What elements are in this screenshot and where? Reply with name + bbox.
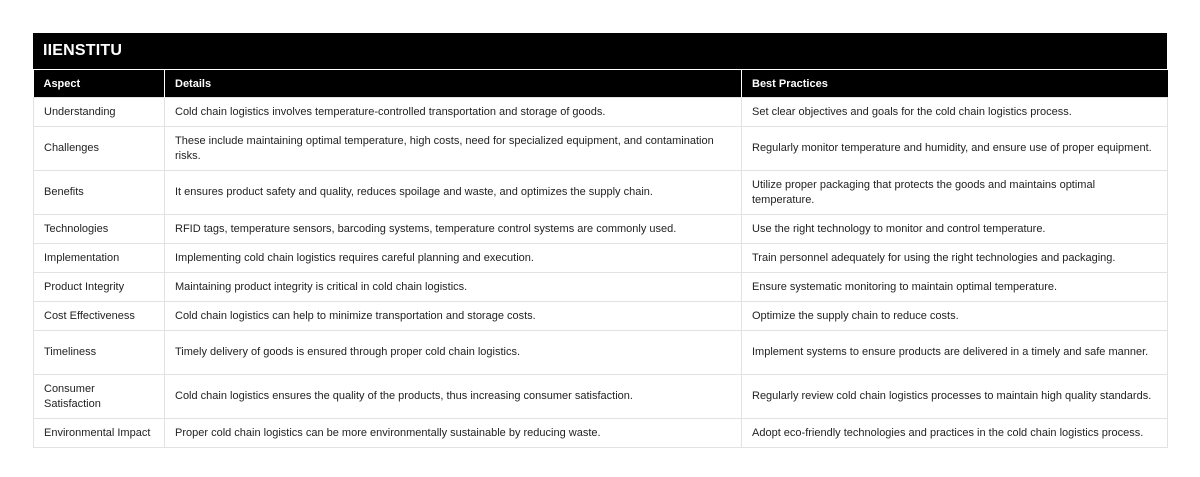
table-row — [34, 375, 1168, 419]
best-practice-cell: Regularly review cold chain logistics processes to maintain high quality standards. — [742, 375, 1168, 419]
best-practice-cell: Ensure systematic monitoring to maintain optimal temperature. — [742, 273, 1168, 302]
details-cell: RFID tags, temperature sensors, barcoding systems, temperature control systems are commonly used. — [165, 215, 742, 244]
details-cell: Cold chain logistics ensures the quality of the products, thus increasing consumer satisfaction. — [165, 375, 742, 419]
aspect-cell: Consumer Satisfaction — [34, 375, 165, 419]
aspect-cell: Technologies — [34, 215, 165, 244]
aspect-cell: Understanding — [34, 98, 165, 127]
aspect-cell: Challenges — [34, 127, 165, 171]
table-header-row — [34, 70, 1168, 98]
aspects-table — [33, 69, 1168, 448]
aspect-cell: Timeliness — [34, 331, 165, 375]
best-practice-cell: Train personnel adequately for using the right technologies and packaging. — [742, 244, 1168, 273]
table-row — [34, 302, 1168, 331]
header-details: Details — [165, 70, 742, 98]
table-row — [34, 215, 1168, 244]
best-practice-cell: Optimize the supply chain to reduce costs. — [742, 302, 1168, 331]
table-row — [34, 98, 1168, 127]
details-cell: Maintaining product integrity is critical in cold chain logistics. — [165, 273, 742, 302]
details-cell: Cold chain logistics can help to minimize transportation and storage costs. — [165, 302, 742, 331]
aspect-cell: Benefits — [34, 171, 165, 215]
details-cell: Timely delivery of goods is ensured through proper cold chain logistics. — [165, 331, 742, 375]
header-aspect: Aspect — [34, 70, 165, 98]
aspect-cell: Environmental Impact — [34, 419, 165, 448]
best-practice-cell: Use the right technology to monitor and control temperature. — [742, 215, 1168, 244]
best-practice-cell: Adopt eco-friendly technologies and practices in the cold chain logistics process. — [742, 419, 1168, 448]
best-practice-cell: Regularly monitor temperature and humidity, and ensure use of proper equipment. — [742, 127, 1168, 171]
table-row — [34, 273, 1168, 302]
details-cell: Cold chain logistics involves temperature-controlled transportation and storage of goods. — [165, 98, 742, 127]
brand-title: IIENSTITU — [33, 33, 1167, 69]
aspect-cell: Implementation — [34, 244, 165, 273]
aspect-cell: Product Integrity — [34, 273, 165, 302]
details-cell: It ensures product safety and quality, reduces spoilage and waste, and optimizes the supply chain. — [165, 171, 742, 215]
header-best-practices: Best Practices — [742, 70, 1168, 98]
details-cell: These include maintaining optimal temperature, high costs, need for specialized equipment, and contamination risks. — [165, 127, 742, 171]
details-cell: Proper cold chain logistics can be more environmentally sustainable by reducing waste. — [165, 419, 742, 448]
table-row — [34, 127, 1168, 171]
best-practice-cell: Utilize proper packaging that protects the goods and maintains optimal temperature. — [742, 171, 1168, 215]
table-row — [34, 331, 1168, 375]
best-practice-cell: Set clear objectives and goals for the cold chain logistics process. — [742, 98, 1168, 127]
table-row — [34, 419, 1168, 448]
cold-chain-table-card — [33, 33, 1167, 448]
details-cell: Implementing cold chain logistics requires careful planning and execution. — [165, 244, 742, 273]
table-row — [34, 171, 1168, 215]
best-practice-cell: Implement systems to ensure products are delivered in a timely and safe manner. — [742, 331, 1168, 375]
aspect-cell: Cost Effectiveness — [34, 302, 165, 331]
table-row — [34, 244, 1168, 273]
